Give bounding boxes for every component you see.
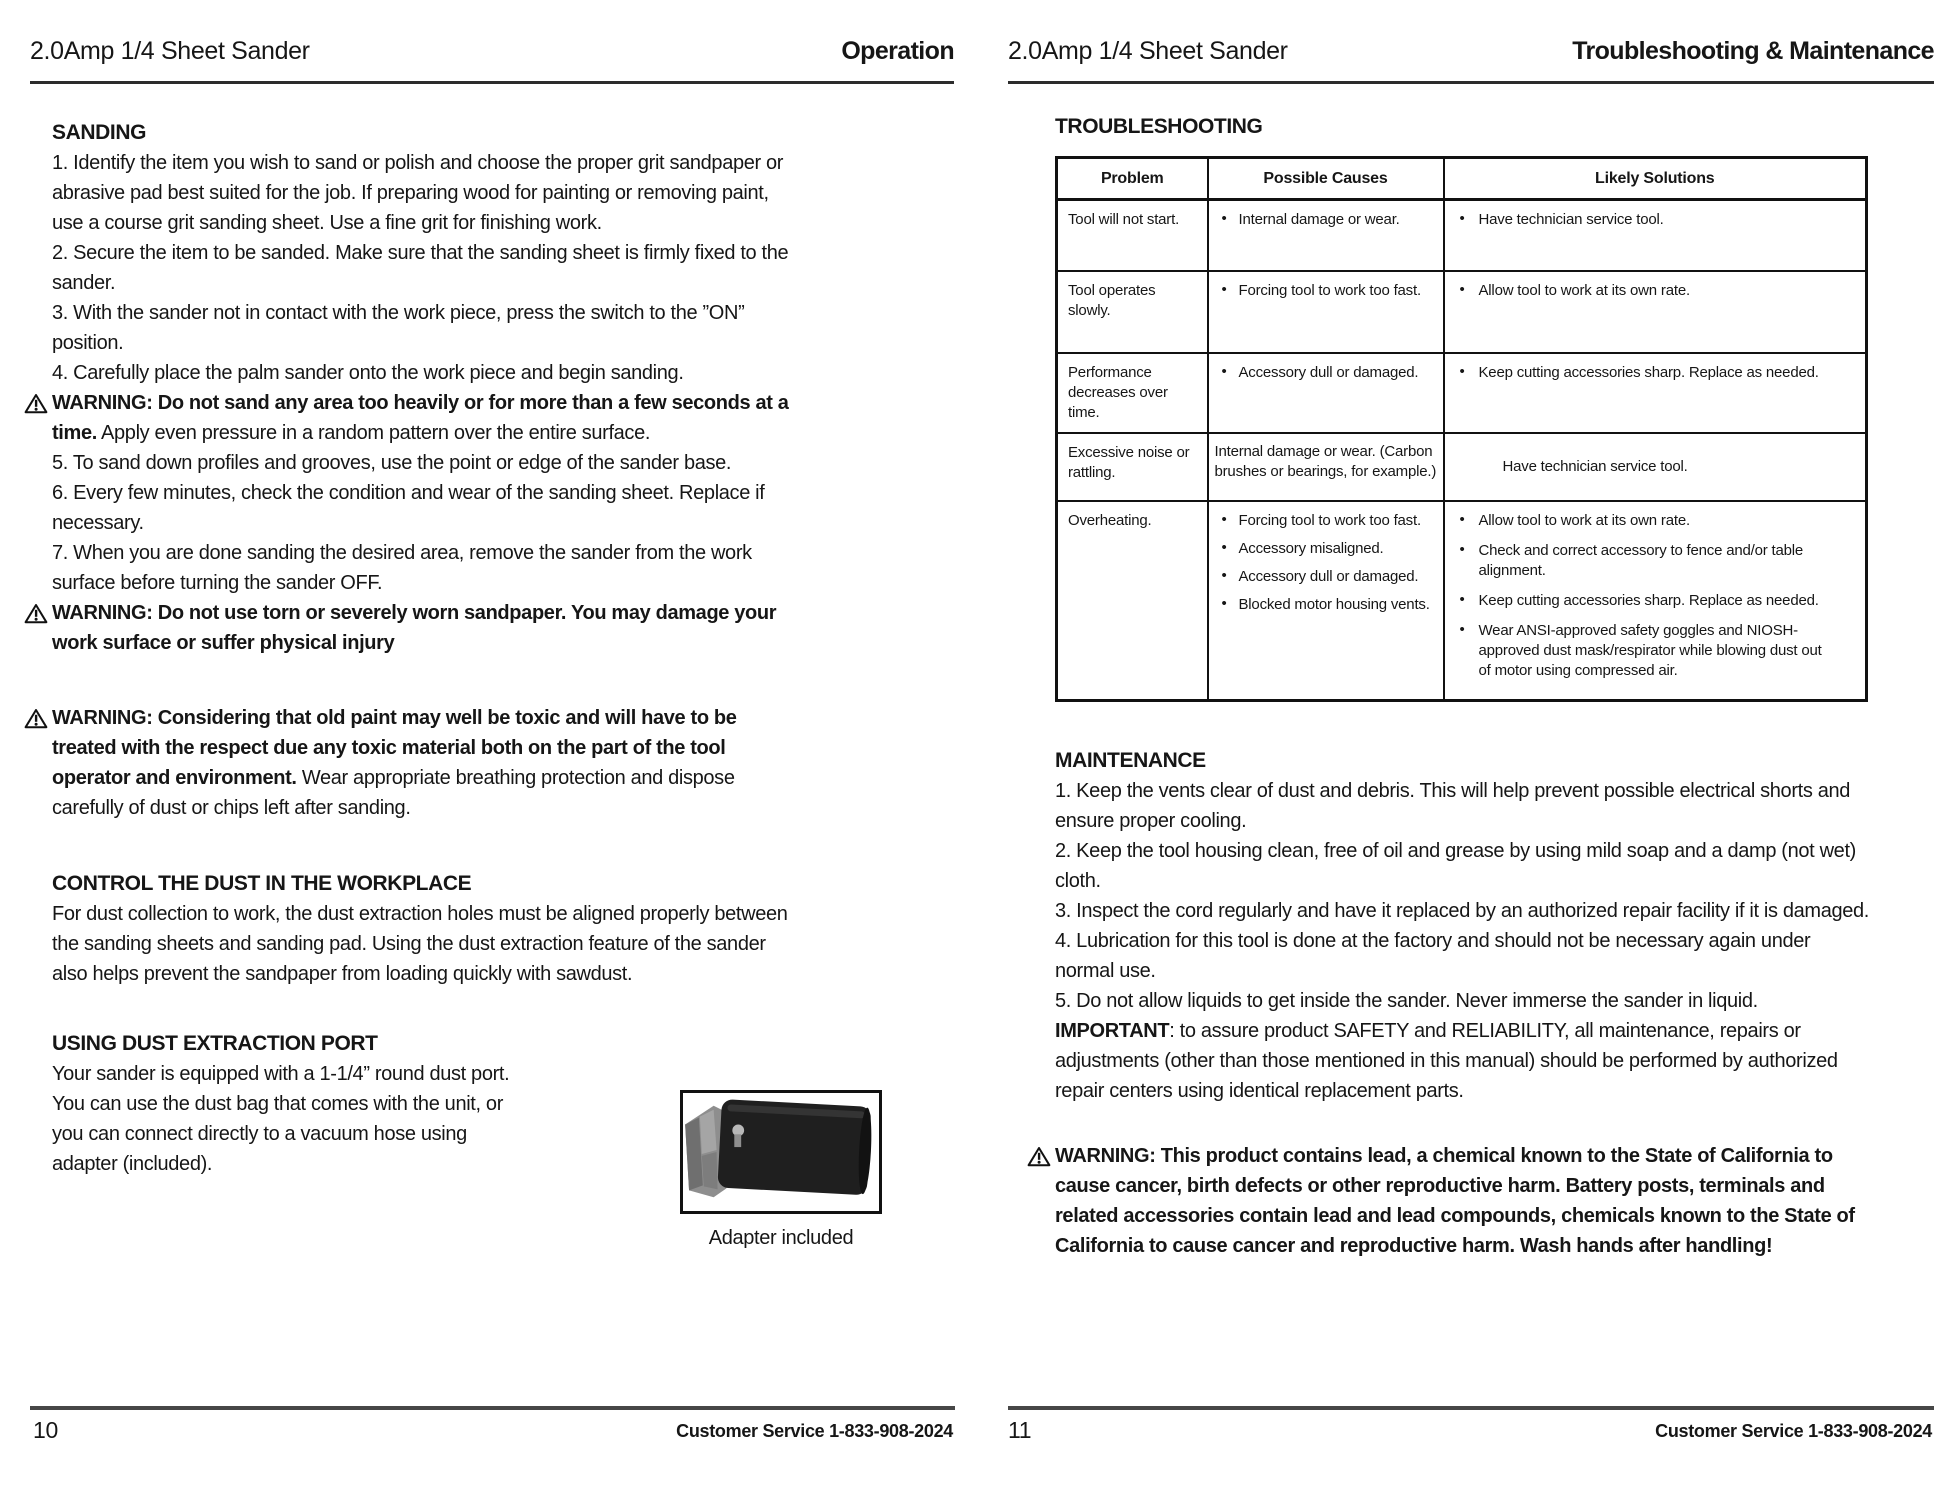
page-title: 2.0Amp 1/4 Sheet Sander (1008, 37, 1288, 65)
page-header (30, 36, 954, 84)
causes-cell (1208, 200, 1444, 271)
customer-service-line: Customer Service 1-833-908-2024 (676, 1421, 953, 1441)
col-header-problem: Problem (1057, 158, 1208, 200)
customer-service-line: Customer Service 1-833-908-2024 (1655, 1421, 1932, 1441)
maintenance-item: 3. Inspect the cord regularly and have it replaced by an authorized repair facility if it is damaged. (1055, 899, 1870, 922)
troubleshooting-table (1055, 156, 1868, 702)
solution-item: • Keep cutting accessories sharp. Replace as needed. (1445, 591, 1856, 611)
solutions-cell (1444, 353, 1867, 433)
warning-lead-prop65 (1055, 1141, 1870, 1261)
solution-item: • Check and correct accessory to fence and/or table alignment. (1445, 541, 1856, 581)
troubleshooting-content (1055, 112, 1870, 1261)
warning-triangle-icon (24, 393, 48, 414)
maintenance-item: 5. Do not allow liquids to get inside the sander. Never immerse the sander in liquid. (1055, 989, 1758, 1012)
causes-cell (1208, 501, 1444, 701)
maintenance-heading: MAINTENANCE (1055, 748, 1206, 772)
vacuum-adapter-illustration (683, 1093, 879, 1211)
cause-item: • Accessory dull or damaged. (1209, 567, 1433, 587)
warning-worn-sandpaper (52, 598, 804, 658)
causes-cell: Internal damage or wear. (Carbon brushes or bearings, for example.) (1208, 433, 1444, 501)
sanding-step: 3. With the sander not in contact with the work piece, press the switch to the ”ON” position. (52, 302, 745, 354)
sanding-step: 5. To sand down profiles and grooves, use the point or edge of the sander base. (52, 452, 732, 474)
spacer (1055, 1106, 1870, 1141)
problem-cell: Tool will not start. (1057, 200, 1208, 271)
causes-cell (1208, 353, 1444, 433)
cause-item: • Blocked motor housing vents. (1209, 595, 1433, 615)
table-row (1057, 200, 1867, 271)
adapter-figure (680, 1090, 882, 1252)
maintenance-item: 1. Keep the vents clear of dust and debris. This will help prevent possible electrical shorts and ensure proper cooling. (1055, 779, 1851, 832)
solution-item: • Have technician service tool. (1445, 210, 1856, 230)
adapter-photo (680, 1090, 882, 1214)
sanding-step: 1. Identify the item you wish to sand or polish and choose the proper grit sandpaper or abrasive pad best suited for the job. If preparing wood for painting or removing paint, use a course grit sanding sheet. Use a fine grit for finishing work. (52, 152, 784, 234)
solution-item: • Wear ANSI-approved safety goggles and NIOSH-approved dust mask/respirator while blowing dust out of motor using compressed air. (1445, 621, 1856, 681)
cause-item: • Accessory misaligned. (1209, 539, 1433, 559)
page-number: 11 (1008, 1417, 1032, 1443)
table-row (1057, 353, 1867, 433)
cause-item: • Internal damage or wear. (1209, 210, 1433, 230)
section-label: Troubleshooting & Maintenance (1572, 37, 1934, 65)
table-row (1057, 433, 1867, 501)
col-header-solutions: Likely Solutions (1444, 158, 1867, 200)
warning-text: WARNING: Do not sand any area too heavily or for more than a few seconds at a time. Apply even pressure in a random pattern over the entire surface. (52, 392, 789, 444)
spacer (52, 658, 804, 703)
spacer (52, 823, 804, 869)
spacer (52, 989, 804, 1029)
warning-triangle-icon (1027, 1146, 1051, 1167)
solutions-cell (1444, 501, 1867, 701)
solution-item: • Allow tool to work at its own rate. (1445, 281, 1856, 301)
page-troubleshooting-maintenance (973, 0, 1946, 1505)
problem-cell: Excessive noise or rattling. (1057, 433, 1208, 501)
problem-cell: Tool operates slowly. (1057, 271, 1208, 353)
cause-item: • Forcing tool to work too fast. (1209, 281, 1433, 301)
dust-port-body: Your sander is equipped with a 1-1/4” round dust port. You can use the dust bag that comes with the unit, or you can connect directly to a vacuum hose using adapter (included). (52, 1063, 510, 1175)
maintenance-item: 4. Lubrication for this tool is done at the factory and should not be necessary again under normal use. (1055, 929, 1811, 982)
table-row (1057, 501, 1867, 701)
causes-cell (1208, 271, 1444, 353)
important-note: IMPORTANT: to assure product SAFETY and RELIABILITY, all maintenance, repairs or adjustments (other than those mentioned in this manual) should be performed by authorized repair centers using identical replacement parts. (1055, 1019, 1838, 1102)
control-dust-heading: CONTROL THE DUST IN THE WORKPLACE (52, 872, 472, 895)
warning-toxic-paint (52, 703, 804, 823)
page-title: 2.0Amp 1/4 Sheet Sander (30, 37, 310, 65)
solutions-cell (1444, 200, 1867, 271)
col-header-causes: Possible Causes (1208, 158, 1444, 200)
warning-triangle-icon (24, 603, 48, 624)
warning-text: WARNING: This product contains lead, a chemical known to the State of California to cause cancer, birth defects or other reproductive harm. Battery posts, terminals and related accessories contain lead and lead compounds, chemicals known to the State of California to cause cancer and reproductive harm. Wash hands after handling! (1055, 1144, 1855, 1257)
warning-text: WARNING: Do not use torn or severely worn sandpaper. You may damage your work surface or suffer physical injury (52, 602, 777, 654)
troubleshooting-heading: TROUBLESHOOTING (1055, 115, 1263, 138)
table-header-row (1057, 158, 1867, 200)
warning-triangle-icon (24, 708, 48, 729)
sanding-step: 2. Secure the item to be sanded. Make sure that the sanding sheet is firmly fixed to the sander. (52, 242, 789, 294)
solution-item: • Allow tool to work at its own rate. (1445, 511, 1856, 531)
cause-item: • Accessory dull or damaged. (1209, 363, 1433, 383)
page-header (1008, 36, 1934, 84)
section-label: Operation (841, 37, 954, 65)
problem-cell: Overheating. (1057, 501, 1208, 701)
solution-item: • Keep cutting accessories sharp. Replace as needed. (1445, 363, 1856, 383)
control-dust-body: For dust collection to work, the dust extraction holes must be aligned properly between the sanding sheets and sanding pad. Using the dust extraction feature of the sander also helps prevent the sandpaper from loading quickly with sawdust. (52, 903, 788, 985)
footer-divider (30, 1406, 955, 1410)
footer-divider (1008, 1406, 1934, 1410)
warning-text: WARNING: Considering that old paint may well be toxic and will have to be treated with the respect due any toxic material both on the part of the tool operator and environment. Wear appropriate breathing protection and dispose carefully of dust or chips left after sanding. (52, 707, 737, 819)
sanding-heading: SANDING (52, 121, 147, 144)
table-row (1057, 271, 1867, 353)
adapter-caption: Adapter included (708, 1227, 854, 1249)
sanding-step: 7. When you are done sanding the desired area, remove the sander from the work surface before turning the sander OFF. (52, 542, 752, 594)
warning-sanding-pressure (52, 388, 804, 448)
solutions-cell (1444, 271, 1867, 353)
solutions-cell: Have technician service tool. (1444, 433, 1867, 501)
dust-port-heading: USING DUST EXTRACTION PORT (52, 1032, 378, 1055)
operation-content (52, 118, 804, 1179)
problem-cell: Performance decreases over time. (1057, 353, 1208, 433)
sanding-step: 6. Every few minutes, check the condition and wear of the sanding sheet. Replace if necessary. (52, 482, 765, 534)
cause-item: • Forcing tool to work too fast. (1209, 511, 1433, 531)
spacer (1055, 702, 1870, 746)
maintenance-item: 2. Keep the tool housing clean, free of oil and grease by using mild soap and a damp (not wet) cloth. (1055, 839, 1856, 892)
sanding-step: 4. Carefully place the palm sander onto the work piece and begin sanding. (52, 362, 684, 384)
page-number: 10 (33, 1417, 58, 1443)
